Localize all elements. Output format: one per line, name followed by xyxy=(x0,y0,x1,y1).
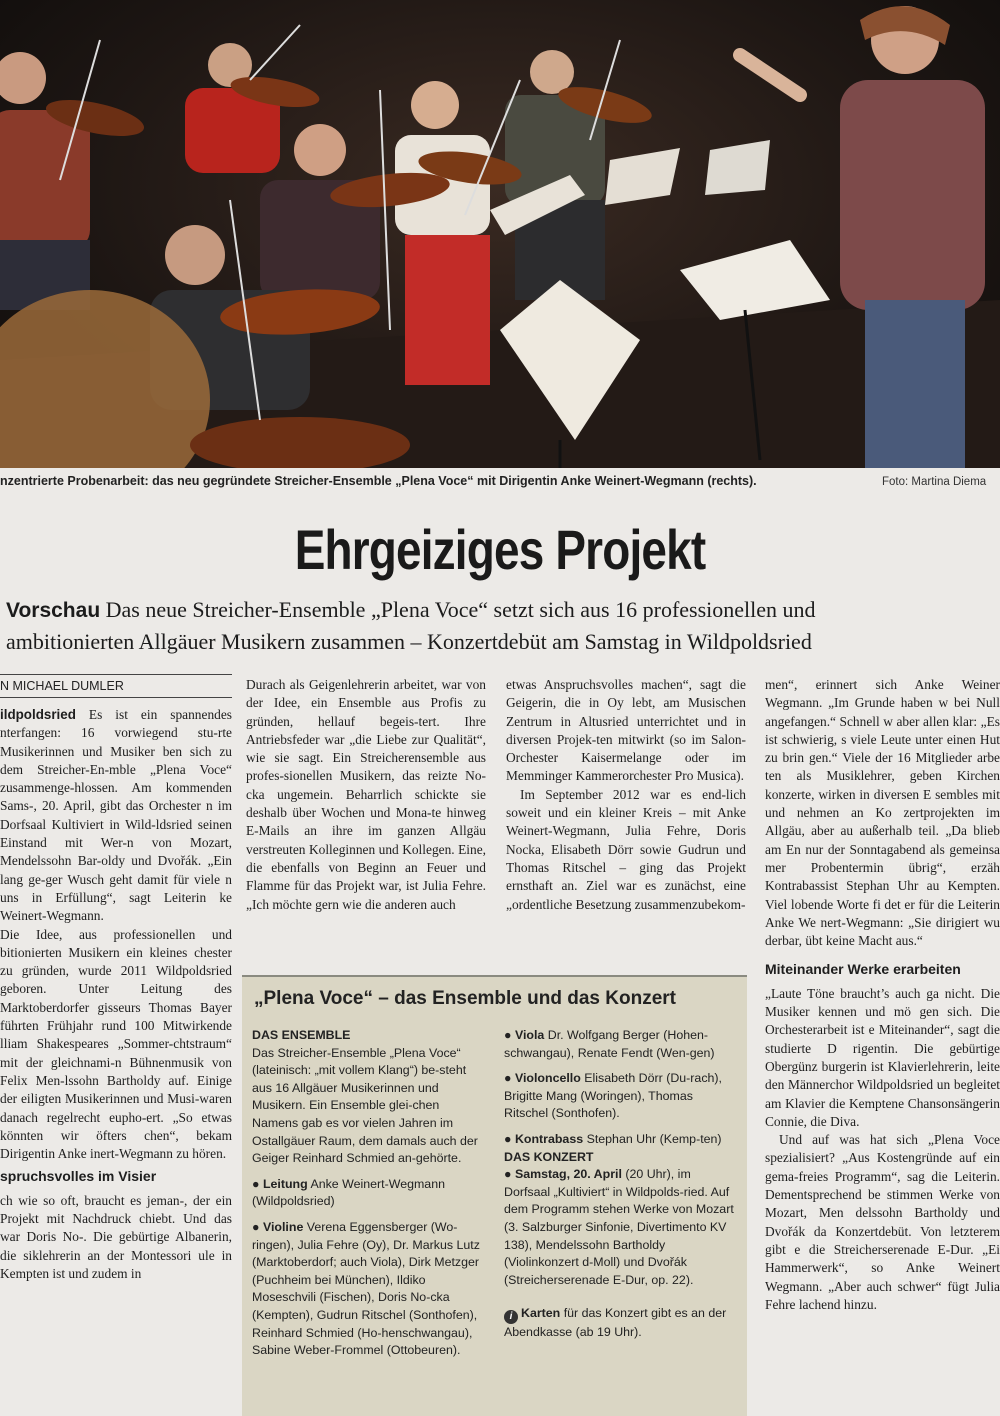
article-column-4 xyxy=(765,676,1000,1414)
article-column-2 xyxy=(246,676,486,966)
subhead-line-2: ambitionierten Allgäuer Musikern zusammen – Konzertdebüt am Samstag in Wildpoldsried xyxy=(6,629,812,654)
section-subtitle: Miteinander Werke erarbeiten xyxy=(765,961,961,978)
bullet-icon: ● xyxy=(504,1167,512,1182)
paragraph: men“, erinnert sich Anke Weiner Wegmann. „Im Grunde haben w bei Null angefangen.“ Schnell w aber allen klar: „Es ist schwierig, s viele Leute unter einen Hut zu brin gen.“ Viele der 16 Mitglieder arbe ten als Musiklehrer, geben Kirchen konzerte, wirken in diversen E sembles mit und nehmen an Ko zertprojekten im Allgäu, aber au außerhalb teil. „Da blieb am En nur der Sonntagabend als gemeinsa mer Probentermin übrig“, erzäh Kontrabassist Stephan Uhr au Kempten. Viel lobende Worte fi det er für die Leiterin Anke We nert-Wegmann: „Sie dirigiert wu derbar, übt keine Macht aus.“ xyxy=(765,677,1000,949)
orchestra-rehearsal-illustration xyxy=(0,0,1000,468)
viola-text: Dr. Wolfgang Berger (Hohen-schwangau), Renate Fendt (Wen-gen) xyxy=(504,1028,715,1060)
leitung-label: Leitung xyxy=(262,1176,308,1191)
konzert-date: Samstag, 20. April xyxy=(514,1167,622,1182)
article-column-1 xyxy=(0,706,232,1414)
info-icon: i xyxy=(504,1310,518,1324)
cello-label: Violoncello xyxy=(514,1071,581,1086)
byline: N MICHAEL DUMLER xyxy=(0,674,232,698)
ensemble-heading: DAS ENSEMBLE xyxy=(252,1028,351,1042)
info-box-title: „Plena Voce“ – das Ensemble und das Konzert xyxy=(254,988,676,1009)
info-box-right-column xyxy=(504,1027,740,1407)
paragraph: Und auf was hat sich „Plena Voce spezialisiert? „Aus Kostengründe auf ein gema-freies Programm“, sag die Leiterin. Dementsprechend be stimmen Werke von Mozart, Men delssohn Bartholdy und Dvořák da Konzertdebüt. Von letzterem gibt e die Streicherserenade E-Dur. „Ei Hammerwerk“, so Anke Weinert Wegmann. „Aber auch schwer“ fügt Julia Fehre lachend hinzu. xyxy=(765,1132,1000,1312)
paragraph-text: Es ist ein spannendes nterfangen: 16 vorwiegend stu-rte Musikerinnen und Musiker ben sich zu dem Streicher-En-mble „Plena Voce“ zusammenge-hlossen. Am kommenden Sams-, 20. April, gibt das Orchester n im Dorfsaal Kultiviert in Wild-ldsried seinen Einstand mit Wer-n von Mozart, Mendelssohn Bar-oldy und Dvořák. „Ein lang ge-ger Wusch geht damit für viele n uns in Erfüllung“, sagt Leiterin ke Weinert-Wegmann. xyxy=(0,707,232,924)
paragraph: Die Idee, aus professionellen und bitionierten Musikern ein kleines chester zu gründen, wurde 2011 Wildpoldsried geboren. Unter Leitung des Marktoberdorfer gisseurs Thomas Bayer führten Frühjahr rund 100 Mitwirkende lliam Shakespeares „Sommer-chtstraum“ mit der gleichnami-n Bühnenmusik von Felix Men-lssohn Bartholdy auf. Einige der eiligten Musikerinnen und Musi-waren danach regelrecht eupho-ert. „So etwas könnten wir öfters chen“, bekam Dirigentin Anke inert-Wegmann zu hören. xyxy=(0,926,232,1162)
bass-label: Kontrabass xyxy=(514,1131,584,1146)
headline: Ehrgeiziges Projekt xyxy=(294,518,706,581)
subhead-line-1 xyxy=(6,594,1000,626)
info-box-left-column xyxy=(252,1027,488,1407)
paragraph: ch wie so oft, braucht es jeman-, der ein Projekt mit Nachdruck chiebt. Und das war Doris No-. Die gebürtige Albanerin, die siklehrerin an der Montessori ule in Kempten ist und zudem in xyxy=(0,1192,232,1281)
konzert-text: (20 Uhr), im Dorfsaal „Kultiviert“ in Wildpolds-ried. Auf dem Programm stehen Werke von Mozart (3. Salzburger Sinfonie, Divertimento KV 138), Mendelssohn Bartholdy (Violinkonzert d-Moll) und Dvořák (Streicherserenade E-Dur, op. 22). xyxy=(504,1167,734,1287)
paragraph xyxy=(0,706,232,926)
photo-caption: nzentrierte Probenarbeit: das neu gegründete Streicher-Ensemble „Plena Voce“ mit Dirigentin Anke Weinert-Wegmann (rechts). xyxy=(0,474,757,488)
info-box xyxy=(242,975,747,1416)
leitung-text: Anke Weinert-Wegmann (Wildpoldsried) xyxy=(252,1176,445,1209)
cello-text: Elisabeth Dörr (Du-rach), Brigitte Mang (Woringen), Thomas Ritschel (Sonthofen). xyxy=(504,1071,722,1121)
photo-credit: Foto: Martina Diema xyxy=(882,476,987,488)
viola-label: Viola xyxy=(514,1028,545,1042)
section-subtitle: spruchsvolles im Visier xyxy=(0,1168,157,1185)
orchestra-photo xyxy=(0,0,1000,468)
paragraph: Durach als Geigenlehrerin arbeitet, war von der Idee, ein Ensemble aus Profis zu gründen, hellauf begeis-tert. Ihre Antriebsfeder war „die Liebe zur Qualität“, wie sie sagt. Ein Streicherensemble aus profes-sionellen Musikern, das reizte No-cka ungemein. Beharrlich schickte sie deshalb über Wochen und Mona-te hinweg E-Mails an ihre im ganzen Allgäu verstreuten Kolleginnen und Kollegen. Eine, die ebenfalls von Beginn an Feuer und Flamme für das Projekt war, ist Julia Fehre. „Ich möchte gern wie die anderen auch xyxy=(246,677,486,912)
konzert-heading: DAS KONZERT xyxy=(504,1149,594,1164)
article-column-3 xyxy=(506,676,746,966)
ensemble-text: Das Streicher-Ensemble „Plena Voce“ (lateinisch: „mit vollem Klang“) be-steht aus 16 Allgäuer Musikerinnen und Musikern. Ein Ensemble glei-chen Namens gab es vor vielen Jahren im Ostallgäuer Raum, dem damals auch der Geiger Reinhard Schmied an-gehörte. xyxy=(252,1045,478,1166)
paragraph: Im September 2012 war es end-lich soweit und ein kleiner Kreis – mit Anke Weinert-Wegmann, Julia Fehre, Doris Nocka, Elisabeth Dörr sowie Gudrun und Thomas Ritschel – ging das Projekt ernsthaft an. Ziel war es zunächst, eine „ordentliche Besetzung zusammenzubekom- xyxy=(506,786,746,912)
bullet-icon: ● xyxy=(252,1176,260,1191)
violine-text: Verena Eggensberger (Wo-ringen), Julia Fehre (Oy), Dr. Markus Lutz (Marktoberdorf; auch Viola), Dirk Metzger (Puchheim bei München), Ildiko Moseschvili (Fischen), Doris No-cka (Kempten), Gudrun Ritschel (Sonthofen), Reinhard Schmied (Ho-henschwangau), Sabine Weber-Frommel (Ottobeuren). xyxy=(252,1219,480,1358)
subheadline xyxy=(6,594,1000,657)
karten-text: für das Konzert gibt es an der Abendkasse (ab 19 Uhr). xyxy=(504,1306,727,1340)
karten-label: Karten xyxy=(521,1306,561,1321)
dateline: ildpoldsried xyxy=(0,707,76,722)
bullet-icon: ● xyxy=(252,1219,260,1234)
kicker: Vorschau xyxy=(6,599,101,622)
subhead-text-1: Das neue Streicher-Ensemble „Plena Voce“ setzt sich aus 16 professionellen und xyxy=(105,597,816,622)
paragraph: „Laute Töne braucht’s auch ga nicht. Die Musiker kennen und mö gen sich. Die Orchesterarbeit ist e Miteinander“, sagt die studierte D rigentin. Die gebürtige Obergünz burgerin ist Klavierlehrerin, leite den Männerchor Wildpoldsried un begleitet am Klavier die Kemptene Chansonsängerin Connie, die Diva. xyxy=(765,985,1000,1129)
violine-label: Violine xyxy=(262,1219,304,1234)
bullet-icon: ● xyxy=(504,1028,512,1042)
bass-text: Stephan Uhr (Kemp-ten) xyxy=(586,1131,722,1146)
bullet-icon: ● xyxy=(504,1131,512,1146)
bullet-icon: ● xyxy=(504,1071,512,1086)
paragraph: etwas Anspruchsvolles machen“, sagt die Geigerin, die in Oy lebt, am Musischen Zentrum in Altusried unterrichtet und in diversen Projek-ten mitwirkt (so im Salon-Orchester Kaisermelange oder im Memminger Kammerorchester Pro Musica). xyxy=(506,677,746,784)
